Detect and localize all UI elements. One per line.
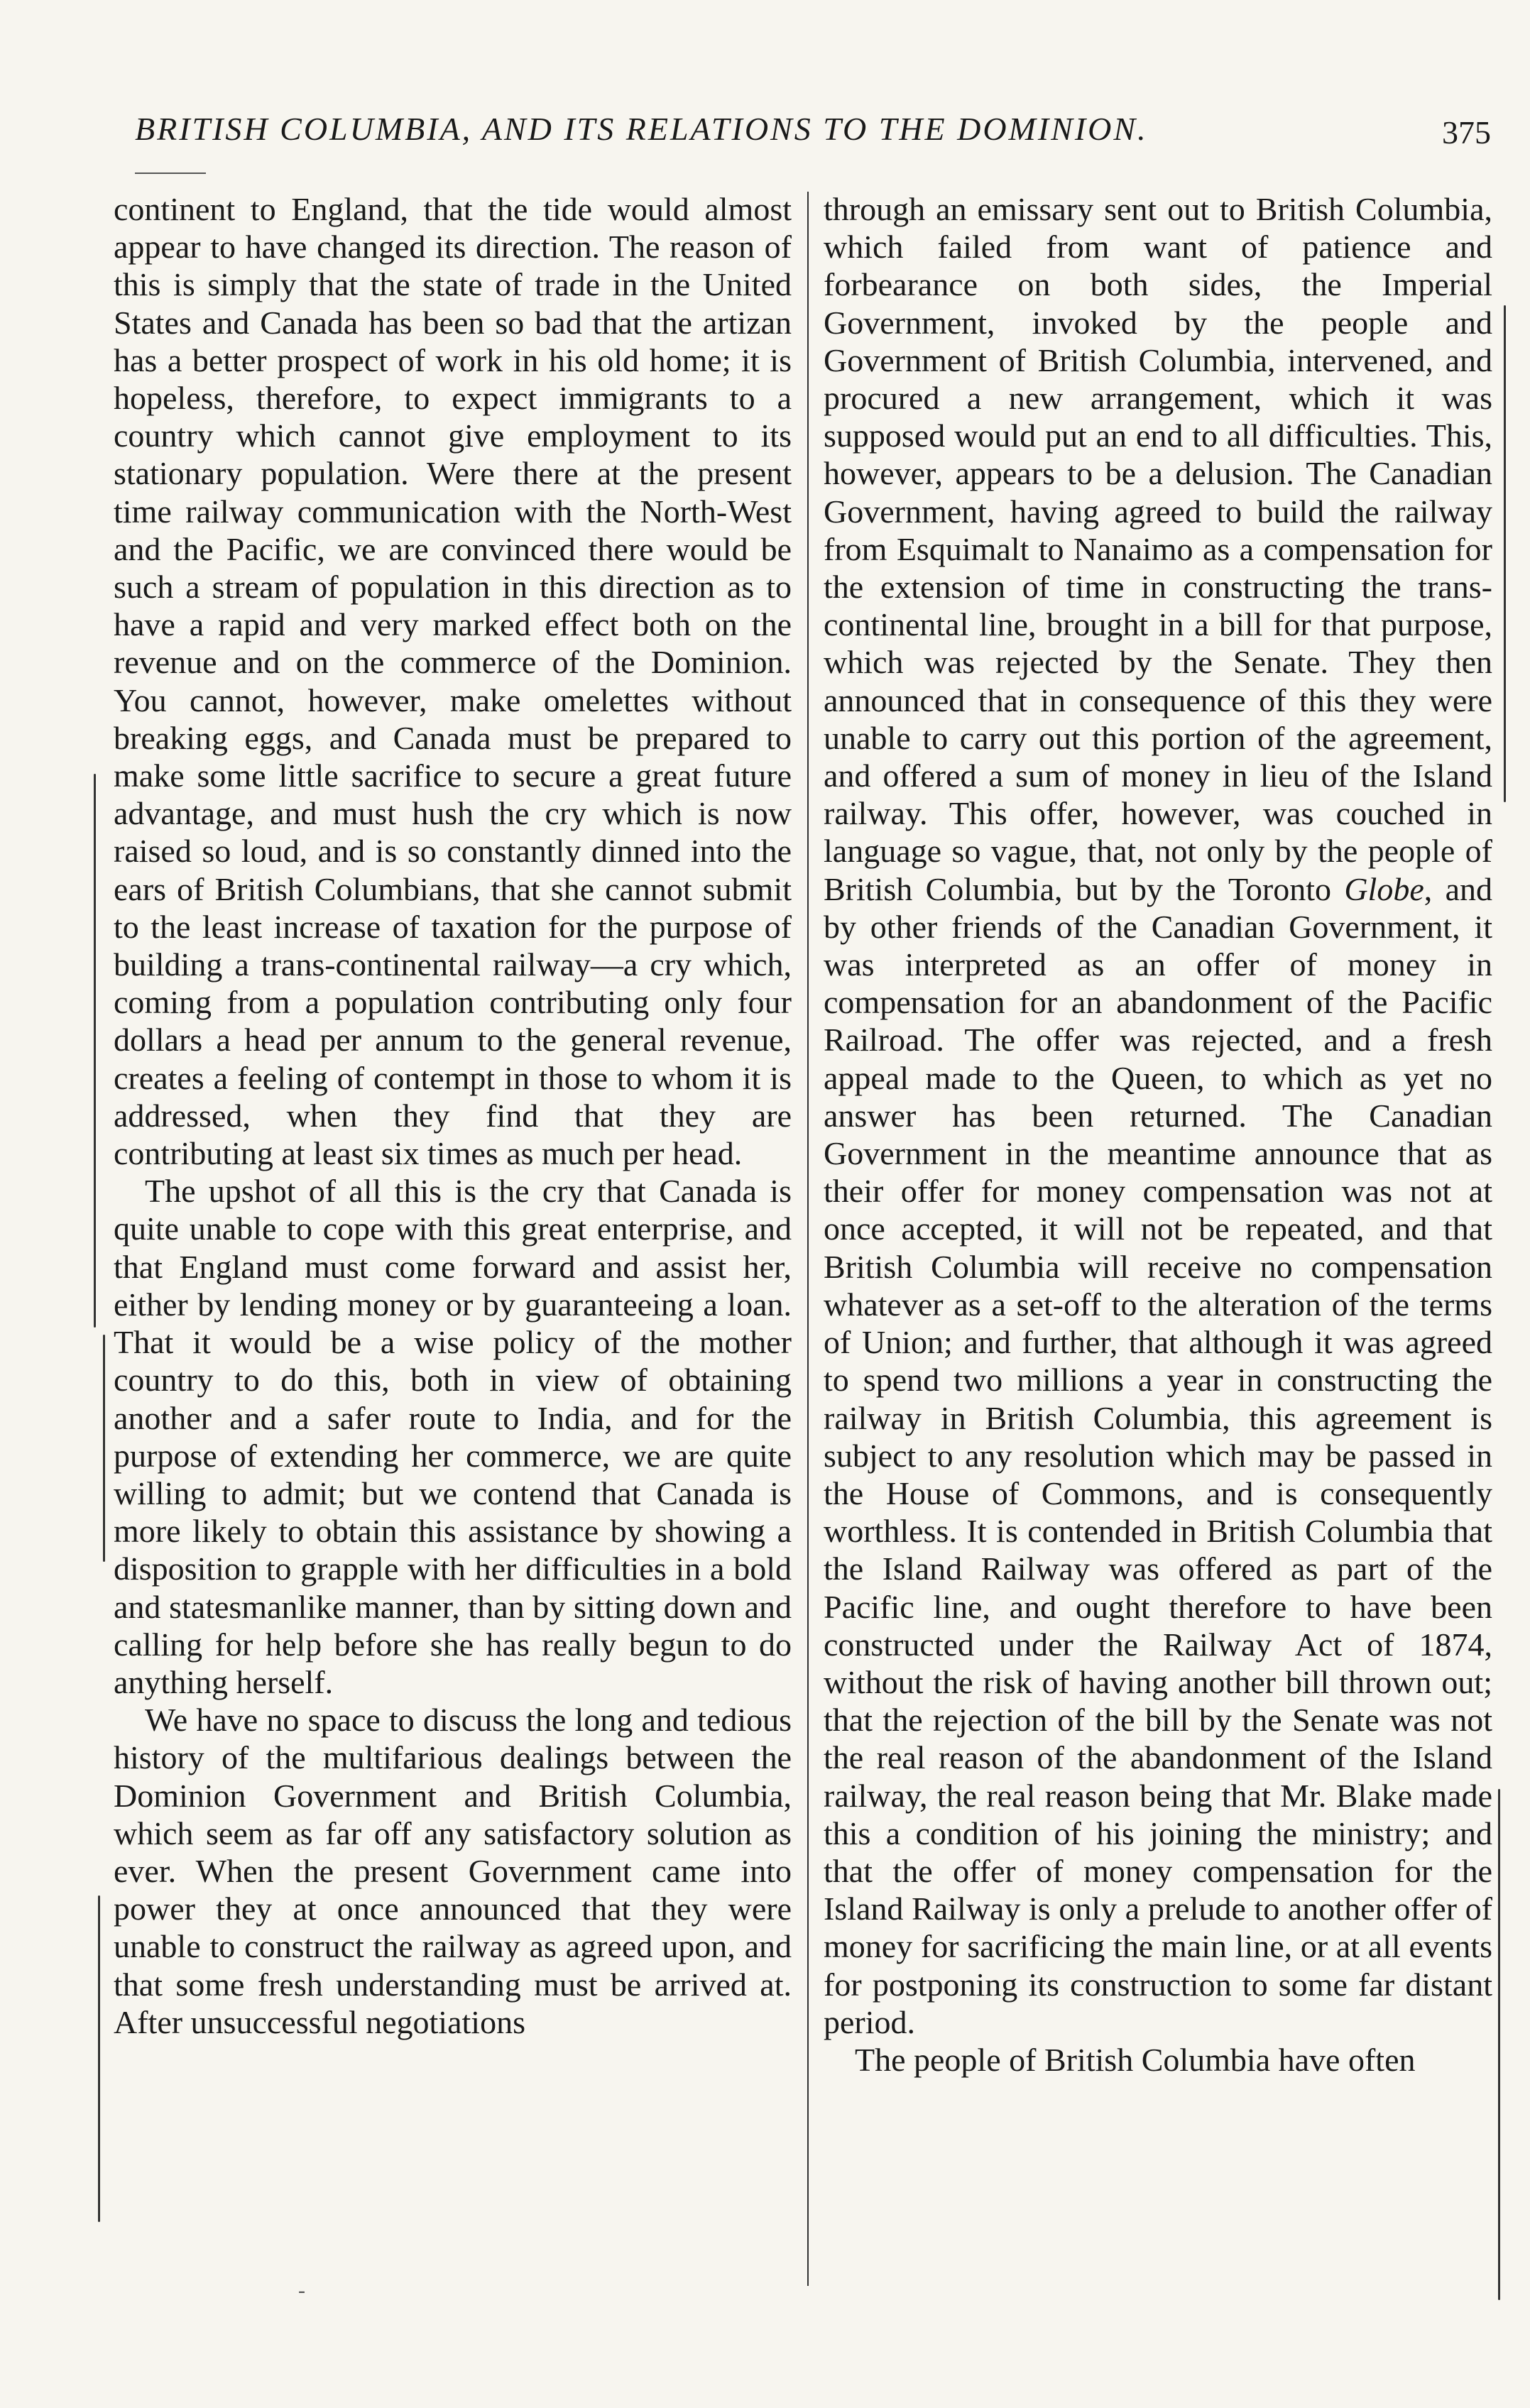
page-number: 375 xyxy=(1442,114,1491,150)
pencil-mark: - xyxy=(298,2279,305,2302)
margin-mark-left-1 xyxy=(94,774,96,1328)
left-paragraph-2: The upshot of all this is the cry that Canada is quite unable to cope with this great enterprise, and that England must come forward and assist her, either by lending money or by guaranteeing a loan. That it would be a wise policy of the mother country to do this, both in view of obtaining another and a safer route to India, and for the purpose of extending her commerce, we are quite willing to admit; but we contend that Canada is more likely to obtain this assistance by showing a disposition to grapple with her difficulties in a bold and statesmanlike manner, than by sitting down and calling for help before she has really begun to do anything herself. xyxy=(114,1173,792,1700)
newspaper-title: Globe xyxy=(1344,870,1424,907)
right-paragraph-1-end: , and by other friends of the Canadian Government, it was interpreted as an offer of money in compensation for an abandonment of the Pacific Railroad. The offer was rejected, and a fresh appeal made to the Queen, to which as yet no answer has been returned. The Canadian Government in the meantime announce that as their offer for money compensation was not at once accepted, it will not be repeated, and that British Columbia will receive no compensation whatever as a set-off to the alteration of the terms of Union; and further, that although it was agreed to spend two millions a year in constructing the railway in British Columbia, this agreement is subject to any resolution which may be passed in the House of Commons, and is consequently worthless. It is contended in British Columbia that the Island Railway was offered as part of the Pacific line, and ought therefore to have been constructed under the Railway Act of 1874, without the risk of having another bill thrown out; that the rejection of the bill by the Senate was not the real reason of the abandonment of the Island railway, the real reason being that Mr. Blake made this a condition of his joining the ministry; and that the offer of money compensation for the Island Railway is only a prelude to another offer of money for sacrificing the main line, or at all events for postponing its construction to some far distant period. xyxy=(824,870,1492,2040)
right-paragraph-2: The people of British Columbia have often xyxy=(855,2041,1416,2078)
running-title: BRITISH COLUMBIA, AND ITS RELATIONS TO THE DOMINION. xyxy=(135,111,1148,147)
right-paragraph-1 xyxy=(824,190,1492,2041)
column-divider xyxy=(807,192,809,2286)
left-column xyxy=(114,190,792,2041)
margin-mark-left-3 xyxy=(98,1895,100,2222)
margin-mark-left-2 xyxy=(103,1335,105,1562)
left-paragraph-3: We have no space to discuss the long and tedious history of the multifarious dealings between the Dominion Government and British Columbia, which seem as far off any satisfactory solution as ever. When the present Government came into power they at once announced that they were unable to construct the railway as agreed upon, and that some fresh understanding must be arrived at. After unsuccessful negotiations xyxy=(114,1702,792,2040)
left-paragraph-1: continent to England, that the tide would almost appear to have changed its direction. The reason of this is simply that the state of trade in the United States and Canada has been so bad that the artizan has a better prospect of work in his old home; it is hopeless, therefore, to expect immigrants to a country which cannot give employment to its stationary population. Were there at the present time railway communication with the North-West and the Pacific, we are convinced there would be such a stream of population in this direction as to have a rapid and very marked effect both on the revenue and on the commerce of the Dominion. You cannot, however, make omelettes without breaking eggs, and Canada must be prepared to make some little sacrifice to secure a great future advantage, and must hush the cry which is now raised so loud, and is so constantly dinned into the ears of British Columbians, that she cannot submit to the least increase of taxation for the purpose of building a trans-continental railway—a cry which, coming from a population contributing only four dollars a head per annum to the general revenue, creates a feeling of contempt in those to whom it is addressed, when they find that they are contributing at least six times as much per head. xyxy=(114,191,792,1172)
margin-mark-right-1 xyxy=(1504,305,1506,802)
right-paragraph-1-start: through an emissary sent out to British Columbia, which failed from want of patience and forbearance on both sides, the Imperial Government, invoked by the people and Government of British Columbia, intervened, and procured a new arrangement, which it was supposed would put an end to all difficulties. This, however, appears to be a delusion. The Canadian Government, having agreed to build the railway from Esquimalt to Nanaimo as a compensation for the extension of time in constructing the trans-continental line, brought in a bill for that purpose, which was rejected by the Senate. They then announced that in consequence of this they were unable to carry out this portion of the agreement, and offered a sum of money in lieu of the Island railway. This offer, however, was couched in language so vague, that, not only by the people of British Columbia, but by the Toronto xyxy=(824,191,1492,907)
margin-mark-right-2 xyxy=(1498,1789,1500,2300)
header-rule xyxy=(135,173,206,174)
right-column xyxy=(824,190,1492,2079)
